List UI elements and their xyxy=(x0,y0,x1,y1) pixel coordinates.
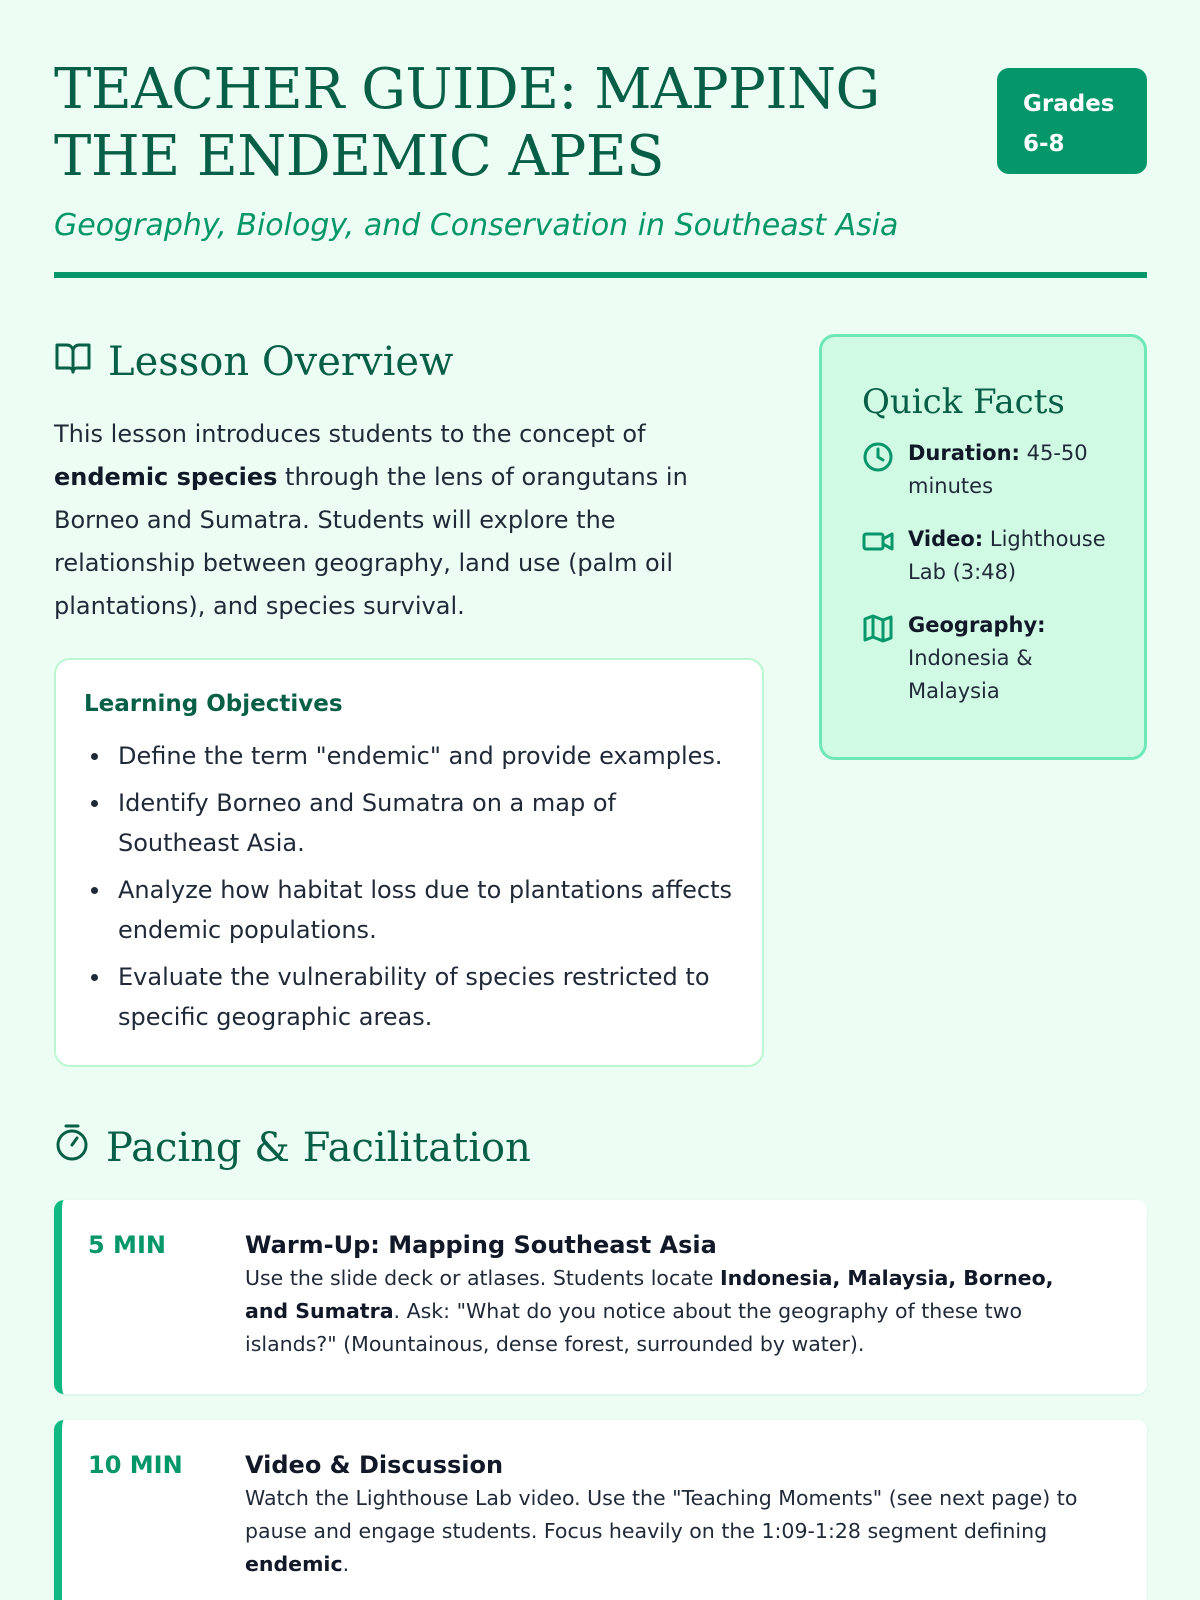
teacher-guide-page xyxy=(54,0,1147,1600)
quick-facts-card xyxy=(819,334,1147,760)
page-title: TEACHER GUIDE: MAPPING THE ENDEMIC APES xyxy=(54,57,880,189)
pacing-step-time: 5 MIN xyxy=(88,1231,166,1259)
grade-badge-value: 6-8 xyxy=(1023,131,1065,157)
fact-video xyxy=(862,523,1120,589)
fact-geography xyxy=(862,609,1120,708)
pacing-heading xyxy=(54,1122,531,1174)
header-divider xyxy=(54,272,1147,278)
pacing-step-body xyxy=(245,1228,1095,1361)
map-icon xyxy=(862,609,894,708)
objective-item: Evaluate the vulnerability of species restricted to specific geographic areas. xyxy=(84,957,736,1037)
overview-text-part: through the lens of orangutans in Borneo and Sumatra. Students will explore the relationship between geography, land use (palm oil plantations), and species survival. xyxy=(54,463,688,620)
page-subtitle: Geography, Biology, and Conservation in Southeast Asia xyxy=(54,208,899,243)
quick-facts-title: Quick Facts xyxy=(862,382,1065,422)
page-header xyxy=(54,56,1147,246)
lesson-overview-title: Lesson Overview xyxy=(108,339,454,385)
pacing-desc-part: Watch the Lighthouse Lab video. Use the "Teaching Moments" (see next page) to pause and engage students. Focus heavily on the 1:09-1:28 segment defining xyxy=(245,1486,1078,1543)
learning-objectives-card xyxy=(54,658,764,1067)
pacing-desc-part: . Ask: "What do you notice about the geography of these two islands?" (Mountainous, dense forest, surrounded by water). xyxy=(245,1299,1023,1356)
overview-paragraph xyxy=(54,413,764,628)
fact-duration xyxy=(862,437,1120,503)
fact-value: Lighthouse Lab (3:48) xyxy=(908,527,1106,584)
pacing-step-description xyxy=(245,1482,1095,1581)
learning-objectives-list xyxy=(84,736,736,1037)
open-book-icon xyxy=(54,336,92,388)
grade-badge xyxy=(997,68,1147,174)
pacing-title: Pacing & Facilitation xyxy=(106,1125,531,1171)
video-camera-icon xyxy=(862,523,894,589)
lesson-overview-heading xyxy=(54,336,453,388)
pacing-step-title: Warm-Up: Mapping Southeast Asia xyxy=(245,1231,717,1259)
objective-item: Identify Borneo and Sumatra on a map of Southeast Asia. xyxy=(84,783,736,863)
pacing-desc-part: Use the slide deck or atlases. Students locate xyxy=(245,1266,720,1290)
fact-label: Duration: xyxy=(908,441,1020,465)
fact-label: Video: xyxy=(908,527,984,551)
pacing-step-card xyxy=(54,1420,1147,1600)
stopwatch-icon xyxy=(54,1122,90,1174)
fact-value: Indonesia & Malaysia xyxy=(908,646,1033,703)
fact-value: 45-50 minutes xyxy=(908,441,1088,498)
overview-text-part: This lesson introduces students to the concept of xyxy=(54,420,646,448)
pacing-desc-emphasis: Indonesia, Malaysia, Borneo, and Sumatra xyxy=(245,1266,1054,1323)
learning-objectives-title: Learning Objectives xyxy=(84,691,343,717)
clock-icon xyxy=(862,437,894,503)
pacing-step-description xyxy=(245,1262,1095,1361)
objective-item: Analyze how habitat loss due to plantations affects endemic populations. xyxy=(84,870,736,950)
pacing-desc-part: . xyxy=(342,1552,350,1576)
pacing-desc-emphasis: endemic xyxy=(245,1552,343,1576)
pacing-step-card xyxy=(54,1200,1147,1394)
pacing-step-title: Video & Discussion xyxy=(245,1451,504,1479)
pacing-step-body xyxy=(245,1448,1095,1581)
grade-badge-label: Grades xyxy=(1023,91,1115,117)
objective-item: Define the term "endemic" and provide examples. xyxy=(84,736,736,776)
pacing-step-time: 10 MIN xyxy=(88,1451,183,1479)
fact-label: Geography: xyxy=(908,613,1046,637)
overview-key-term: endemic species xyxy=(54,463,278,491)
